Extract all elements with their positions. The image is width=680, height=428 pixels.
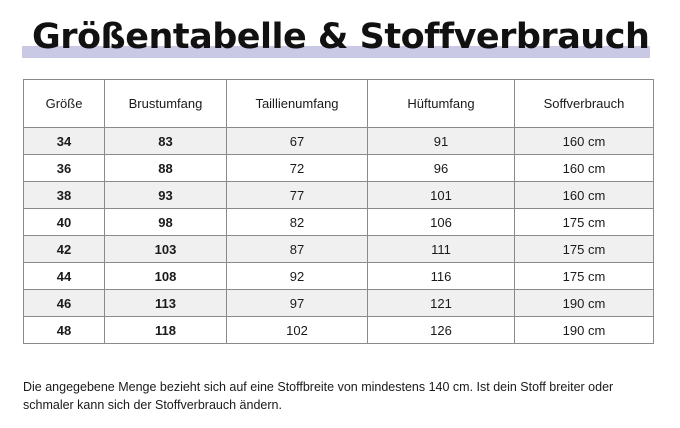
cell-taille: 72	[227, 155, 368, 182]
header-stoffverbrauch: Soffverbrauch	[515, 80, 654, 128]
cell-huefte: 126	[368, 317, 515, 344]
table-body	[24, 128, 654, 344]
header-brustumfang: Brustumfang	[105, 80, 227, 128]
cell-size: 38	[24, 182, 105, 209]
table-row	[24, 182, 654, 209]
cell-taille: 92	[227, 263, 368, 290]
cell-brust: 118	[105, 317, 227, 344]
cell-size: 42	[24, 236, 105, 263]
cell-brust: 83	[105, 128, 227, 155]
cell-brust: 103	[105, 236, 227, 263]
cell-huefte: 111	[368, 236, 515, 263]
footnote: Die angegebene Menge bezieht sich auf eine Stoffbreite von mindestens 140 cm. Ist dein Stoff breiter oder schmaler kann sich der Stoffverbrauch ändern.	[23, 380, 614, 412]
table-row	[24, 263, 654, 290]
cell-size: 34	[24, 128, 105, 155]
cell-brust: 93	[105, 182, 227, 209]
cell-taille: 97	[227, 290, 368, 317]
cell-huefte: 121	[368, 290, 515, 317]
cell-taille: 77	[227, 182, 368, 209]
header-hueftumfang: Hüftumfang	[368, 80, 515, 128]
title-block	[22, 12, 654, 62]
cell-size: 48	[24, 317, 105, 344]
cell-stoff: 175 cm	[515, 236, 654, 263]
table-row	[24, 128, 654, 155]
cell-size: 44	[24, 263, 105, 290]
cell-brust: 98	[105, 209, 227, 236]
cell-stoff: 160 cm	[515, 128, 654, 155]
cell-huefte: 101	[368, 182, 515, 209]
table-row	[24, 236, 654, 263]
cell-taille: 82	[227, 209, 368, 236]
table-row	[24, 317, 654, 344]
cell-stoff: 160 cm	[515, 182, 654, 209]
header-taillienumfang: Taillienumfang	[227, 80, 368, 128]
cell-stoff: 190 cm	[515, 290, 654, 317]
header-groesse: Größe	[24, 80, 105, 128]
table-row	[24, 290, 654, 317]
cell-brust: 108	[105, 263, 227, 290]
cell-huefte: 106	[368, 209, 515, 236]
cell-huefte: 91	[368, 128, 515, 155]
cell-stoff: 175 cm	[515, 263, 654, 290]
cell-taille: 87	[227, 236, 368, 263]
table-header-row	[24, 80, 654, 128]
cell-taille: 67	[227, 128, 368, 155]
cell-stoff: 190 cm	[515, 317, 654, 344]
cell-stoff: 175 cm	[515, 209, 654, 236]
cell-taille: 102	[227, 317, 368, 344]
cell-size: 36	[24, 155, 105, 182]
cell-huefte: 96	[368, 155, 515, 182]
cell-stoff: 160 cm	[515, 155, 654, 182]
cell-brust: 113	[105, 290, 227, 317]
cell-size: 46	[24, 290, 105, 317]
page-title: Größentabelle & Stoffverbrauch	[32, 17, 650, 57]
table-row	[24, 155, 654, 182]
cell-huefte: 116	[368, 263, 515, 290]
size-table	[23, 79, 654, 344]
cell-size: 40	[24, 209, 105, 236]
cell-brust: 88	[105, 155, 227, 182]
table-row	[24, 209, 654, 236]
